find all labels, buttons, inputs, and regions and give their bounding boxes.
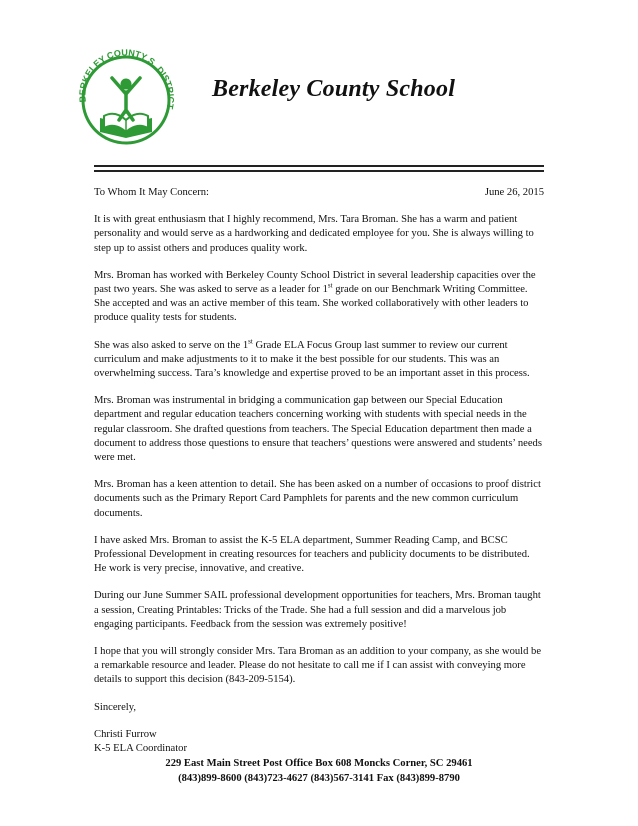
letter-date: June 26, 2015 [484,187,544,198]
footer-phones: (843)899-8600 (843)723-4627 (843)567-3141 Fax (843)899-8790 [178,773,460,784]
salutation: To Whom It May Concern: [94,187,209,198]
header-divider-top [94,165,544,167]
paragraph-7: During our June Summer SAIL professional development opportunities for teachers, Mrs. Broman taught a session, Creating Printables: Tricks of the Trade. She had a full session and did a marvelous job engaging participants. Feedback from the session was extremely positive! [94,590,541,630]
paragraph-5: Mrs. Broman has a keen attention to detail. She has been asked on a number of occasions to proof district documents such as the Primary Report Card Pamphlets for parents and the new common curriculum documents. [94,479,541,519]
paragraph-2: Mrs. Broman has worked with Berkeley County School District in several leadership capacities over the past two years. She was asked to serve as a leader for 1st grade on our Benchmark Writing Committee. She accepted and was an active member of this team. She worked collaboratively with other leaders to produce quality tests for students. [94,269,536,324]
paragraph-8: I hope that you will strongly consider Mrs. Tara Broman as an addition to your company, as she would be a remarkable resource and leader. Please do not hesitate to call me if I can assist with conveying more details to support this decision (843-209-5154). [94,646,542,686]
svg-text:BERKELEY COUNTY SCHOOL [72,44,157,103]
header-divider-bottom [94,170,544,172]
svg-text:DISTRICT [155,65,176,111]
district-logo [72,44,180,152]
paragraph-1: It is with great enthusiasm that I highly recommend, Mrs. Tara Broman. She has a warm and patient personality and would serve as a hardworking and dedicated employee for you. She is always willing to step up to assist others and produces quality work. [94,214,534,254]
signer-title: K-5 ELA Coordinator [94,743,187,755]
school-title: Berkeley County School [212,76,456,102]
logo-text-top: BERKELEY COUNTY S [77,47,157,103]
footer-address: 229 East Main Street Post Office Box 608 Moncks Corner, SC 29461 [165,758,473,769]
logo-emblem-icon [72,44,180,152]
paragraph-6: I have asked Mrs. Broman to assist the K-5 ELA department, Summer Reading Camp, and BCSC Professional Development in creating resources for teachers and publicity documents to be distributed. He work is very precise, innovative, and creative. [94,534,530,575]
logo-text-right: DISTRICT [154,64,176,110]
signer-name: Christi Furrow [94,728,157,740]
letter-body [94,186,544,769]
paragraph-3: She was also asked to serve on the 1st Grade ELA Focus Group last summer to review our current curriculum and make adjustments to it to make it the best possible for our students. This was an overwhelming success. Tara’s knowledge and expertise proved to be an important asset in this process. [94,337,530,380]
letterhead-footer [0,756,638,786]
paragraph-4: Mrs. Broman was instrumental in bridging a communication gap between our Special Education department and regular education teachers concerning working with students with special needs in the regular classroom. She drafted questions from teachers. The Special Education department then made a document to address those questions to ensure that teachers’ questions were answered and students’ needs were met. [94,395,542,464]
signature-block [94,728,544,756]
closing: Sincerely, [94,701,136,713]
greeting-row [94,186,544,200]
